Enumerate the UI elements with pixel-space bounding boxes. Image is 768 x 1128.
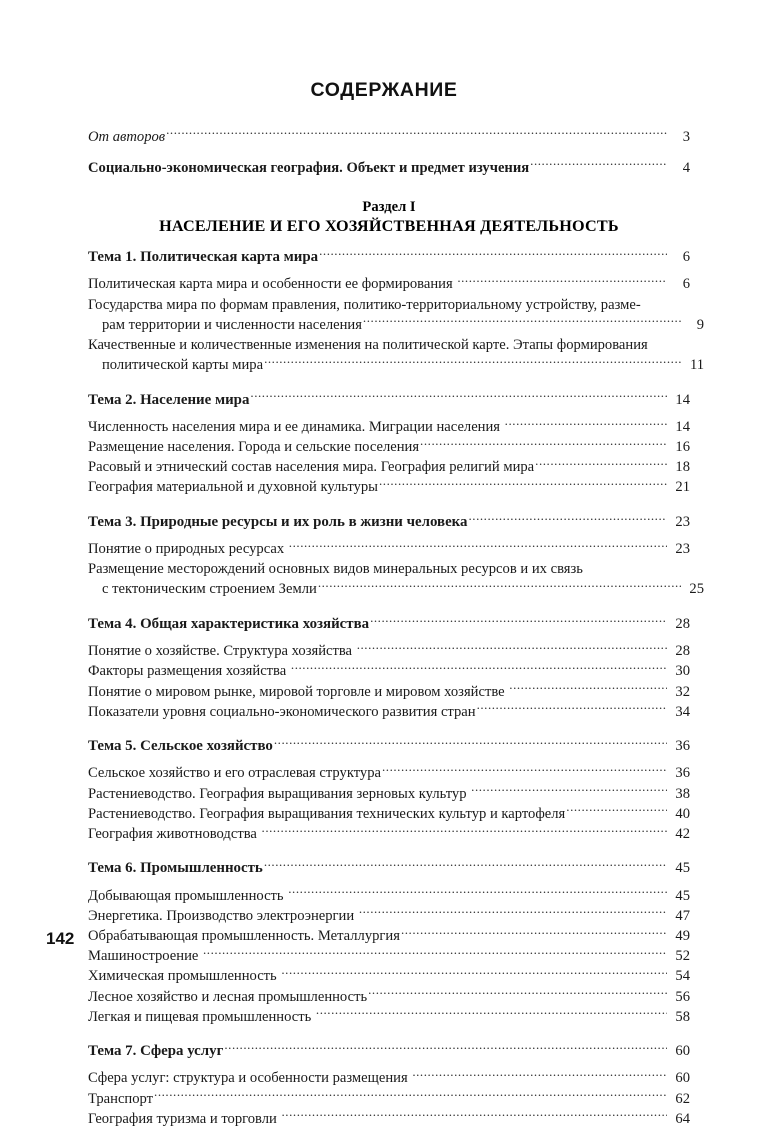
toc-entry-page: 14 bbox=[675, 418, 690, 435]
spacer bbox=[88, 497, 690, 511]
toc-entry[interactable] bbox=[88, 905, 690, 925]
toc-entry[interactable] bbox=[88, 701, 690, 721]
page-title: СОДЕРЖАНИЕ bbox=[310, 79, 458, 101]
toc-entry[interactable] bbox=[88, 986, 690, 1006]
toc-entry-label: Качественные и количественные изменения на политической карте. Этапы формирования bbox=[88, 337, 648, 354]
toc-entry-label: с тектоническим строением Земли bbox=[102, 581, 317, 598]
toc-entry-label: Обрабатывающая промышленность. Металлургия bbox=[88, 928, 400, 944]
toc-entry-page: 4 bbox=[682, 159, 690, 176]
toc-entry[interactable] bbox=[88, 661, 690, 681]
toc-theme-heading[interactable] bbox=[88, 613, 690, 633]
dot-leader bbox=[318, 579, 681, 594]
toc-entry[interactable] bbox=[88, 477, 690, 497]
toc-entry-page: 47 bbox=[675, 907, 690, 924]
toc-entry-page: 64 bbox=[675, 1110, 690, 1127]
dot-leader bbox=[566, 803, 667, 818]
spacer bbox=[88, 532, 690, 539]
toc-entry-page: 58 bbox=[675, 1008, 690, 1025]
toc-theme-heading[interactable] bbox=[88, 1040, 690, 1060]
toc-entry[interactable] bbox=[88, 641, 690, 661]
toc-entry-label: Легкая и пищевая промышленность bbox=[88, 1008, 315, 1025]
dot-leader bbox=[319, 246, 667, 261]
toc-entry-label: Лесное хозяйство и лесная промышленность bbox=[88, 988, 368, 1005]
dot-leader bbox=[359, 905, 667, 920]
toc-entry-page: 25 bbox=[689, 581, 704, 598]
toc-entry-label: Тема 3. Природные ресурсы и их роль в жизни человека bbox=[88, 513, 468, 530]
section-number: Раздел I bbox=[362, 199, 416, 216]
spacer bbox=[88, 721, 690, 735]
dot-leader bbox=[379, 477, 667, 492]
toc-entry-label: рам территории и численности населения bbox=[102, 316, 362, 333]
section-heading bbox=[88, 198, 690, 235]
toc-entry-label: Тема 1. Политическая карта мира bbox=[88, 249, 319, 266]
dot-leader bbox=[471, 783, 667, 798]
toc-entry[interactable] bbox=[88, 1068, 690, 1088]
toc-entry-page: 60 bbox=[675, 1070, 690, 1087]
dot-leader bbox=[282, 1108, 668, 1123]
toc-entry-page: 42 bbox=[675, 825, 690, 842]
toc-entry-page: 49 bbox=[675, 928, 690, 944]
dot-leader bbox=[281, 966, 667, 981]
toc-entry-label: Сфера услуг: структура и особенности размещения bbox=[88, 1070, 412, 1087]
toc-entry-page: 62 bbox=[675, 1090, 690, 1107]
toc-entry-page: 28 bbox=[675, 615, 690, 632]
toc-entry-label: Показатели уровня социально-экономического развития стран bbox=[88, 703, 476, 720]
dot-leader bbox=[457, 274, 667, 289]
toc-theme-heading[interactable] bbox=[88, 735, 690, 755]
toc-entry-page: 36 bbox=[675, 738, 690, 755]
spacer bbox=[88, 177, 690, 198]
toc-entry-page: 18 bbox=[675, 459, 690, 476]
spacer bbox=[88, 409, 690, 416]
toc-entry-label: Тема 5. Сельское хозяйство bbox=[88, 738, 273, 755]
toc-entry[interactable] bbox=[88, 1108, 690, 1128]
toc-entry[interactable] bbox=[88, 885, 690, 905]
section-title: НАСЕЛЕНИЕ И ЕГО ХОЗЯЙСТВЕННАЯ ДЕЯТЕЛЬНОСТЬ bbox=[159, 216, 619, 235]
toc-entry-page: 40 bbox=[675, 805, 690, 822]
toc-entry-page: 23 bbox=[675, 513, 690, 530]
dot-leader bbox=[262, 823, 667, 838]
dot-leader bbox=[291, 661, 667, 676]
spacer bbox=[88, 375, 690, 389]
toc-entry-intro[interactable] bbox=[88, 157, 690, 177]
dot-leader bbox=[368, 986, 667, 1001]
toc-entry-label: География материальной и духовной культуры bbox=[88, 479, 378, 496]
dot-leader bbox=[468, 511, 667, 526]
spacer bbox=[88, 1026, 690, 1040]
spacer bbox=[88, 844, 690, 858]
toc-entry[interactable] bbox=[88, 355, 704, 375]
theme-list bbox=[88, 246, 704, 1128]
toc-entry-label: Тема 4. Общая характеристика хозяйства bbox=[88, 615, 370, 632]
spacer bbox=[88, 267, 690, 274]
dot-leader bbox=[535, 457, 667, 472]
toc-entry-page: 56 bbox=[675, 988, 690, 1005]
spacer bbox=[88, 235, 690, 246]
dot-leader bbox=[584, 559, 667, 574]
toc-entry-label: Машиностроение bbox=[88, 948, 202, 965]
toc-entry-label: Размещение населения. Города и сельские поселения bbox=[88, 439, 420, 456]
toc-entry-page: 16 bbox=[675, 439, 690, 456]
toc-entry-label: Растениеводство. География выращивания технических культур и картофеля bbox=[88, 805, 566, 822]
toc-entry[interactable] bbox=[88, 783, 690, 803]
dot-leader bbox=[166, 126, 667, 141]
toc-entry-page: 36 bbox=[675, 765, 690, 782]
toc-entry[interactable] bbox=[88, 681, 690, 701]
toc-entry[interactable] bbox=[88, 416, 690, 436]
dot-leader bbox=[274, 735, 667, 750]
toc-entry-page: 6 bbox=[682, 249, 690, 266]
toc-entry-label: Расовый и этнический состав населения мира. География религий мира bbox=[88, 459, 535, 476]
toc-entry-page: 45 bbox=[675, 887, 690, 904]
toc-entry-label: От авторов bbox=[88, 128, 166, 145]
toc-entry-label: политической карты мира bbox=[102, 357, 264, 374]
toc-entry-from-authors[interactable] bbox=[88, 126, 690, 146]
toc-entry-label: Факторы размещения хозяйства bbox=[88, 663, 290, 680]
toc-entry-label: Сельское хозяйство и его отраслевая структура bbox=[88, 765, 381, 782]
toc-entry[interactable] bbox=[88, 314, 704, 334]
spacer bbox=[88, 756, 690, 763]
toc-entry-label: Численность населения мира и ее динамика. Миграции населения bbox=[88, 418, 504, 435]
dot-leader bbox=[288, 885, 667, 900]
spacer bbox=[88, 634, 690, 641]
toc-entry-page: 38 bbox=[675, 785, 690, 802]
toc-entry-page: 60 bbox=[675, 1043, 690, 1060]
toc-entry-label: Тема 6. Промышленность bbox=[88, 860, 263, 877]
dot-leader bbox=[649, 334, 667, 349]
dot-leader bbox=[505, 416, 667, 431]
dot-leader bbox=[420, 436, 667, 451]
dot-leader bbox=[203, 946, 667, 961]
toc-entry[interactable] bbox=[88, 436, 690, 456]
toc-entry-page: 14 bbox=[675, 391, 690, 408]
toc-entry-page: 30 bbox=[675, 663, 690, 680]
toc-theme-heading[interactable] bbox=[88, 246, 690, 266]
toc-entry-label: Политическая карта мира и особенности ее формирования bbox=[88, 276, 457, 293]
toc-entry[interactable] bbox=[88, 539, 690, 559]
dot-leader bbox=[357, 641, 667, 656]
dot-leader bbox=[316, 1006, 667, 1021]
dot-leader bbox=[363, 314, 681, 329]
toc-entry[interactable] bbox=[88, 334, 690, 354]
dot-leader bbox=[154, 1088, 667, 1103]
toc-entry[interactable] bbox=[88, 1088, 690, 1108]
toc-entry-page: 34 bbox=[675, 703, 690, 720]
toc-entry[interactable] bbox=[88, 294, 690, 314]
dot-leader bbox=[289, 539, 667, 554]
spacer bbox=[88, 146, 690, 157]
dot-leader bbox=[250, 389, 667, 404]
toc-entry-label: Размещение месторождений основных видов минеральных ресурсов и их связь bbox=[88, 561, 583, 578]
toc-entry-label: Добывающая промышленность bbox=[88, 887, 288, 904]
toc-entry[interactable] bbox=[88, 925, 690, 945]
dot-leader bbox=[264, 355, 681, 370]
spacer bbox=[88, 1061, 690, 1068]
toc-entry[interactable] bbox=[88, 274, 690, 294]
toc-entry-page: 23 bbox=[675, 541, 690, 558]
toc-entry[interactable] bbox=[88, 579, 704, 599]
toc-entry-page: 21 bbox=[675, 479, 690, 496]
toc-entry[interactable] bbox=[88, 823, 690, 843]
dot-leader bbox=[382, 763, 667, 778]
toc-entry-label: Государства мира по формам правления, политико-территориальному устройству, разме- bbox=[88, 296, 641, 313]
toc-entry-page: 28 bbox=[675, 643, 690, 660]
toc-entry[interactable] bbox=[88, 559, 690, 579]
dot-leader bbox=[401, 925, 667, 940]
toc-theme-heading[interactable] bbox=[88, 858, 690, 878]
toc-entry-label: Химическая промышленность bbox=[88, 968, 281, 985]
toc-theme-heading[interactable] bbox=[88, 511, 690, 531]
toc-entry-label: Энергетика. Производство электроэнергии bbox=[88, 907, 358, 924]
toc-entry-page: 11 bbox=[689, 357, 704, 374]
toc-entry[interactable] bbox=[88, 457, 690, 477]
toc-entry-label: Транспорт bbox=[88, 1090, 154, 1107]
toc-entry[interactable] bbox=[88, 763, 690, 783]
dot-leader bbox=[370, 613, 667, 628]
dot-leader bbox=[224, 1040, 667, 1055]
dot-leader bbox=[509, 681, 667, 696]
toc-entry[interactable] bbox=[88, 1006, 690, 1026]
toc-entry-label: Тема 2. Население мира bbox=[88, 391, 250, 408]
spacer bbox=[88, 599, 690, 613]
dot-leader bbox=[412, 1068, 667, 1083]
toc-entry-page: 54 bbox=[675, 968, 690, 985]
toc-entry-label: География туризма и торговли bbox=[88, 1110, 281, 1127]
toc-entry-label: Тема 7. Сфера услуг bbox=[88, 1043, 224, 1060]
toc-entry-label: Растениеводство. География выращивания зерновых культур bbox=[88, 785, 471, 802]
toc-entry-label: Понятие о хозяйстве. Структура хозяйства bbox=[88, 643, 356, 660]
dot-leader bbox=[264, 858, 667, 873]
toc-entry-page: 32 bbox=[675, 683, 690, 700]
toc-entry-page: 3 bbox=[682, 128, 690, 145]
toc-entry[interactable] bbox=[88, 803, 690, 823]
dot-leader bbox=[530, 157, 667, 172]
toc-entry-label: География животноводства bbox=[88, 825, 261, 842]
toc-entry[interactable] bbox=[88, 946, 690, 966]
folio-page-number: 142 bbox=[46, 929, 75, 948]
dot-leader bbox=[477, 701, 667, 716]
toc-theme-heading[interactable] bbox=[88, 389, 690, 409]
dot-leader bbox=[642, 294, 667, 309]
toc-entry-label: Понятие о мировом рынке, мировой торговле и мировом хозяйстве bbox=[88, 683, 509, 700]
toc-entry-page: 6 bbox=[682, 276, 690, 293]
toc-entry-label: Понятие о природных ресурсах bbox=[88, 541, 288, 558]
toc-entry-page: 9 bbox=[696, 316, 704, 333]
toc-entry[interactable] bbox=[88, 966, 690, 986]
table-of-contents bbox=[88, 126, 704, 1128]
toc-entry-page: 52 bbox=[675, 948, 690, 965]
toc-entry-page: 45 bbox=[675, 860, 690, 877]
spacer bbox=[88, 878, 690, 885]
toc-entry-label: Социально-экономическая география. Объект и предмет изучения bbox=[88, 159, 530, 176]
